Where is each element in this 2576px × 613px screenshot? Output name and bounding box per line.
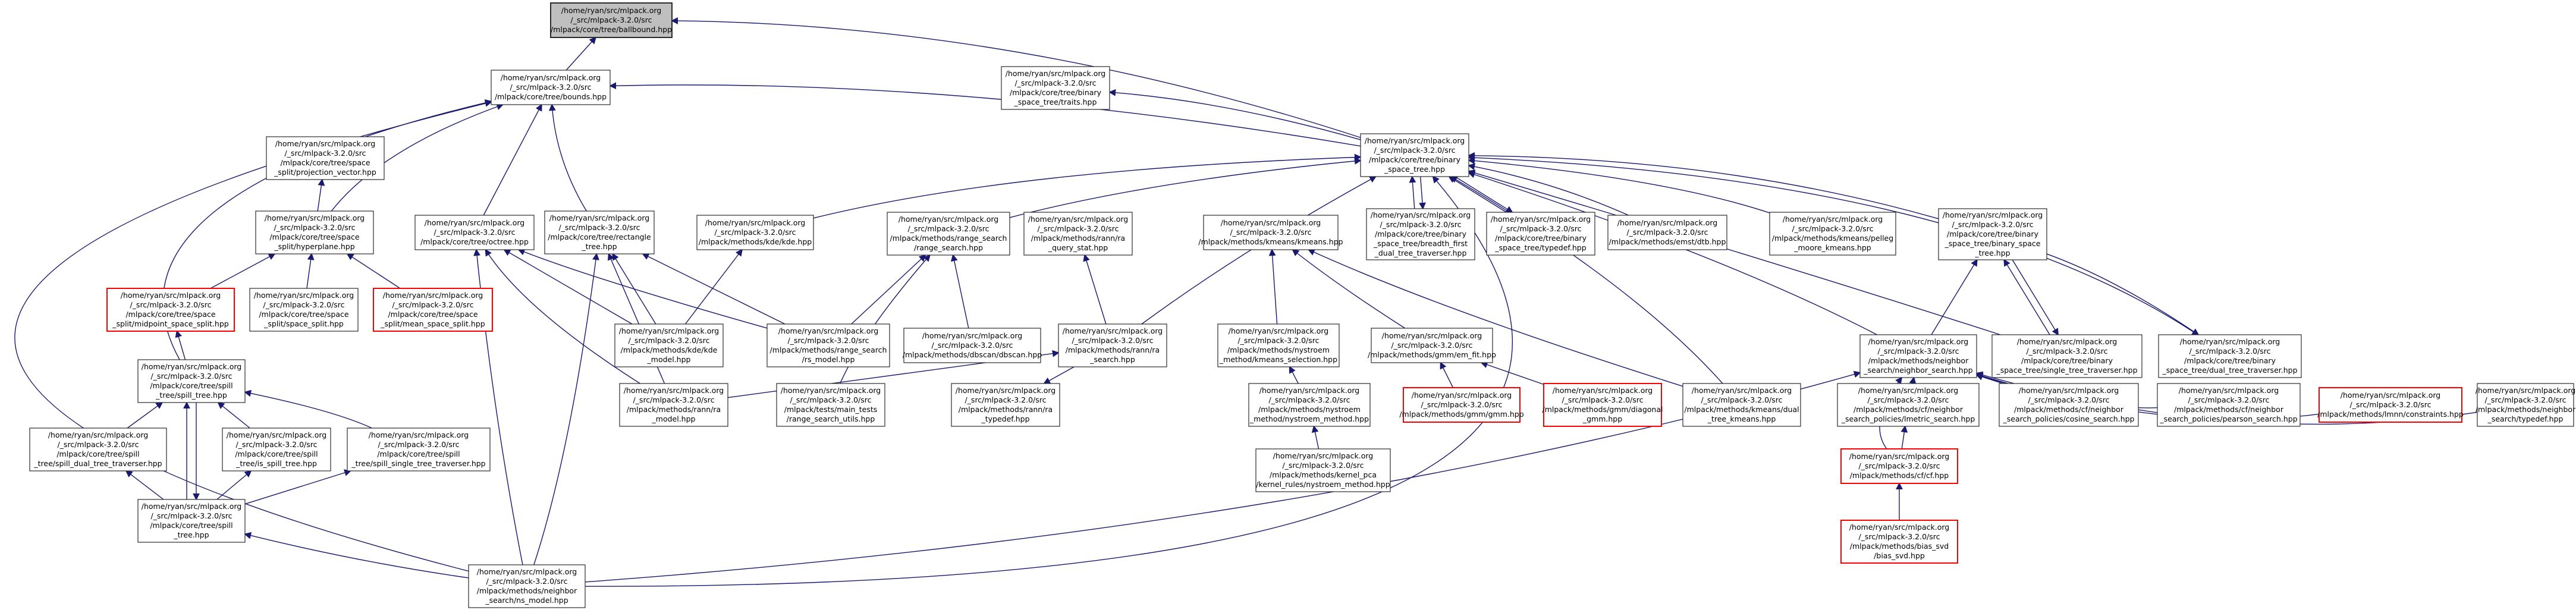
node-label: /home/ryan/src/mlpack.org /_src/mlpack-3.2.0/src /mlpack/methods/neighbor _search/ns_model.hpp — [476, 567, 577, 605]
include-edge-ns_model-to-bounds — [15, 102, 491, 571]
node-label: /home/ryan/src/mlpack.org /_src/mlpack-3.2.0/src /mlpack/core/tree/spill _tree/is_spill_tree.hpp — [226, 430, 327, 468]
node-label: /home/ryan/src/mlpack.org /_src/mlpack-3.2.0/src /mlpack/core/tree/binary _space_tree/single_tree_traverser.hpp — [1996, 337, 2138, 375]
graph-node-ns_typedef[interactable] — [2476, 383, 2576, 426]
graph-node-range_search[interactable] — [887, 212, 1010, 255]
include-edge-ra_search-to-ra_query_stat — [1085, 255, 1106, 324]
node-label: /home/ryan/src/mlpack.org /_src/mlpack-3.2.0/src /mlpack/methods/cf/neighbor _search_policies/cosine_search.hpp — [2003, 386, 2135, 423]
node-label: /home/ryan/src/mlpack.org /_src/mlpack-3.2.0/src /mlpack/tests/main_tests /range_search_utils.hpp — [780, 386, 881, 423]
graph-node-nystroem[interactable] — [1249, 383, 1370, 426]
node-label: /home/ryan/src/mlpack.org /_src/mlpack-3.2.0/src /mlpack/methods/gmm/gmm.hpp — [1399, 391, 1524, 419]
include-edge-gmm-to-em_fit — [1441, 363, 1453, 388]
graph-node-dtt[interactable] — [2159, 335, 2301, 378]
node-label: /home/ryan/src/mlpack.org /_src/mlpack-3.2.0/src /mlpack/methods/gmm/em_fit.hpp — [1368, 331, 1496, 359]
graph-node-kmeans_sel[interactable] — [1218, 324, 1339, 367]
include-edge-spill_outer-to-sdtt — [126, 471, 164, 499]
node-label: /home/ryan/src/mlpack.org /_src/mlpack-3.2.0/src /mlpack/core/tree/binary _space_tree/typedef.hpp — [1490, 215, 1591, 252]
node-label: /home/ryan/src/mlpack.org /_src/mlpack-3.2.0/src /mlpack/methods/nystroem _method/nystroem_method.hpp — [1249, 386, 1369, 423]
node-label: /home/ryan/src/mlpack.org /_src/mlpack-3.2.0/src /mlpack/methods/kde/kde.hpp — [698, 218, 812, 246]
include-edge-midpoint-to-hyperplane — [211, 254, 275, 288]
graph-node-hyperplane[interactable] — [256, 211, 373, 254]
include-edge-bst_inner-to-hub — [1469, 156, 1939, 219]
graph-node-hub[interactable] — [1361, 134, 1469, 177]
include-edge-dgmm-to-em_fit — [1481, 363, 1544, 385]
node-label: /home/ryan/src/mlpack.org /_src/mlpack-3.2.0/src /mlpack/core/tree/space _split/hyperplane.hpp — [264, 213, 365, 251]
graph-node-spill_outer[interactable] — [138, 499, 245, 542]
include-edge-dtk-to-kmeans — [1309, 250, 1683, 386]
graph-node-ra_query_stat[interactable] — [1024, 212, 1132, 255]
node-label: /home/ryan/src/mlpack.org /_src/mlpack-3.2.0/src /mlpack/methods/bias_svd /bias_svd.hpp — [1849, 523, 1950, 560]
graph-node-cf[interactable] — [1841, 449, 1958, 483]
graph-node-constraints[interactable] — [2317, 388, 2464, 422]
node-label: /home/ryan/src/mlpack.org /_src/mlpack-3.2.0/src /mlpack/methods/rann/ra _model.hpp — [623, 386, 724, 423]
node-label: /home/ryan/src/mlpack.org /_src/mlpack-3.2.0/src /mlpack/methods/rann/ra _search.hpp — [1062, 326, 1163, 364]
graph-node-kde_model[interactable] — [615, 324, 723, 367]
include-edge-spill-to-midpoint — [177, 331, 186, 360]
graph-node-lmetric[interactable] — [1837, 383, 1979, 426]
include-edge-sstt-to-spill — [245, 392, 372, 428]
include-edge-ns_model-to-rectangle — [534, 254, 597, 565]
node-label: /home/ryan/src/mlpack.org /_src/mlpack-3.2.0/src /mlpack/methods/lmnn/constraints.hpp — [2317, 391, 2464, 419]
node-label: /home/ryan/src/mlpack.org /_src/mlpack-3.2.0/src /mlpack/methods/kmeans/dual _tree_kmeans.hpp — [1684, 386, 1799, 423]
graph-node-space_split[interactable] — [250, 288, 358, 331]
graph-node-em_fit[interactable] — [1368, 328, 1496, 363]
node-label: /home/ryan/src/mlpack.org /_src/mlpack-3.2.0/src /mlpack/methods/emst/dtb.hpp — [1609, 218, 1726, 246]
node-label: /home/ryan/src/mlpack.org /_src/mlpack-3.2.0/src /mlpack/methods/cf/neighbor _search_policies/pearson_search.hpp — [2160, 386, 2298, 423]
graph-node-ballbound[interactable] — [551, 3, 672, 37]
include-edge-mean-to-hyperplane — [347, 254, 400, 288]
node-label: /home/ryan/src/mlpack.org /_src/mlpack-3.2.0/src /mlpack/core/tree/space _split/space_split.hpp — [253, 291, 354, 328]
graph-node-mean[interactable] — [373, 288, 492, 331]
graph-node-ra_typedef[interactable] — [951, 383, 1060, 426]
node-label: /home/ryan/src/mlpack.org /_src/mlpack-3.2.0/src /mlpack/core/tree/octree.hpp — [420, 218, 529, 246]
include-edge-ra_search-to-hub — [1142, 177, 1376, 324]
include-edge-nsearch-to-bst_inner — [1931, 260, 1977, 335]
graph-node-kpca_nystroem[interactable] — [1256, 449, 1390, 492]
include-edge-hub-to-bounds — [610, 85, 1361, 146]
include-edge-ra_search-to-ra_typedef — [1044, 367, 1074, 383]
node-label: /home/ryan/src/mlpack.org /_src/mlpack-3.2.0/src /mlpack/core/tree/space _split/midpoint_space_split.hpp — [112, 291, 229, 328]
graph-node-octree[interactable] — [415, 215, 534, 250]
node-label: /home/ryan/src/mlpack.org /_src/mlpack-3.2.0/src /mlpack/methods/neighbor _search/typedef.hpp — [2475, 386, 2576, 423]
node-label: /home/ryan/src/mlpack.org /_src/mlpack-3.2.0/src /mlpack/core/tree/space _split/mean_space_split.hpp — [381, 291, 485, 328]
graph-node-spill[interactable] — [138, 360, 245, 403]
include-edge-breadth_first-to-hub — [1412, 177, 1415, 209]
include-edge-nystroem-to-kmeans_sel — [1290, 367, 1299, 383]
graph-node-bounds[interactable] — [491, 70, 610, 105]
include-edge-ns_model-to-spill_outer — [245, 534, 469, 578]
include-edge-kmeans_sel-to-kmeans — [1272, 250, 1277, 324]
node-label: /home/ryan/src/mlpack.org /_src/mlpack-3.2.0/src /mlpack/core/tree/binary _space_tree/dual_tree_traverser.hpp — [2162, 337, 2298, 375]
include-edge-kde-to-hub — [813, 157, 1361, 218]
graph-node-gmm[interactable] — [1399, 388, 1523, 422]
graph-node-sdtt[interactable] — [30, 428, 167, 471]
include-edge-bst_inner-to-dtt — [2047, 254, 2198, 335]
node-label: /home/ryan/src/mlpack.org /_src/mlpack-3.2.0/src /mlpack/methods/kmeans/kmeans.hpp — [1198, 218, 1343, 246]
nodes-layer — [30, 3, 2576, 608]
graph-node-kde[interactable] — [697, 215, 813, 250]
graph-node-proj_vector[interactable] — [266, 137, 384, 180]
include-edge-cf-to-lmetric — [1902, 426, 1905, 449]
node-label: /home/ryan/src/mlpack.org /_src/mlpack-3.2.0/src /mlpack/core/tree/binary _space_tree/binary_space _tree.hpp — [1942, 210, 2043, 257]
node-label: /home/ryan/src/mlpack.org /_src/mlpack-3.2.0/src /mlpack/methods/kmeans/pelleg _moore_kmeans.hpp — [1771, 215, 1894, 252]
graph-node-stt[interactable] — [1992, 335, 2142, 378]
node-label: /home/ryan/src/mlpack.org /_src/mlpack-3.2.0/src /mlpack/methods/range_search /range_search.hpp — [890, 215, 1007, 252]
graph-node-sstt[interactable] — [347, 428, 490, 471]
include-edge-em_fit-to-kmeans — [1293, 250, 1405, 328]
include-edge-is_spill-to-spill — [218, 403, 250, 428]
node-label: /home/ryan/src/mlpack.org /_src/mlpack-3.2.0/src /mlpack/core/tree/spill _tree/spill_dual_tree_traverser.hpp — [34, 430, 162, 468]
node-label: /home/ryan/src/mlpack.org /_src/mlpack-3.2.0/src /mlpack/methods/rann/ra _query_stat.hpp — [1028, 215, 1129, 252]
include-edge-bounds-to-ballbound — [566, 37, 596, 70]
graph-node-ra_search[interactable] — [1058, 324, 1167, 367]
include-edge-rs_model-to-octree — [519, 250, 767, 328]
node-label: /home/ryan/src/mlpack.org /_src/mlpack-3.2.0/src /mlpack/core/tree/rectangle _tree.hpp — [548, 213, 651, 251]
include-edge-hub-to-bst_traits — [1110, 92, 1361, 140]
include-edge-dbscan-to-range_search — [953, 255, 969, 328]
include-edge-bst_inner-to-stt — [2012, 260, 2058, 335]
include-edge-hyperplane-to-proj_vector — [318, 180, 322, 211]
include-edge-lmetric-to-nsearch — [1912, 378, 1914, 383]
include-edge-dtb-to-hub — [1469, 165, 1629, 215]
graph-node-is_spill[interactable] — [222, 428, 331, 471]
include-edge-spill_outer-to-is_spill — [217, 471, 251, 499]
graph-node-bst_traits[interactable] — [1001, 67, 1110, 109]
node-label: /home/ryan/src/mlpack.org /_src/mlpack-3.2.0/src /mlpack/core/tree/spill _tree/spill_single_tree_traverser.hpp — [351, 430, 486, 468]
node-label: /home/ryan/src/mlpack.org /_src/mlpack-3.2.0/src /mlpack/methods/gmm/diagonal _gmm.hpp — [1542, 386, 1663, 423]
include-edge-spill_outer-to-sstt — [245, 471, 350, 504]
include-edge-range_search-to-hub — [1010, 161, 1361, 218]
node-label: /home/ryan/src/mlpack.org /_src/mlpack-3.2.0/src /mlpack/core/tree/binary _space_tree/traits.hpp — [1005, 69, 1106, 106]
graph-node-dtb[interactable] — [1608, 215, 1727, 250]
graph-node-ra_model[interactable] — [620, 383, 728, 426]
graph-node-rectangle[interactable] — [545, 211, 654, 254]
node-label: /home/ryan/src/mlpack.org /_src/mlpack-3.2.0/src /mlpack/core/tree/spill _tree/spill_tree.hpp — [141, 362, 242, 400]
include-edge-rectangle-to-bounds — [552, 105, 586, 211]
include-edge-hub-to-breadth_first — [1421, 177, 1423, 209]
node-label: /home/ryan/src/mlpack.org /_src/mlpack-3.2.0/src /mlpack/methods/kde/kde _model.hpp — [618, 326, 720, 364]
graph-node-midpoint[interactable] — [107, 288, 234, 331]
graph-node-ns_model[interactable] — [469, 565, 585, 608]
node-label: /home/ryan/src/mlpack.org /_src/mlpack-3.2.0/src /mlpack/methods/dbscan/dbscan.hpp — [902, 331, 1042, 359]
node-label: /home/ryan/src/mlpack.org /_src/mlpack-3.2.0/src /mlpack/methods/neighbor _search/neighbor_search.hpp — [1864, 337, 1973, 375]
node-label: /home/ryan/src/mlpack.org /_src/mlpack-3.2.0/src /mlpack/methods/cf/cf.hpp — [1849, 452, 1950, 480]
graph-node-bst_inner[interactable] — [1939, 209, 2047, 260]
graph-node-rs_model[interactable] — [767, 324, 890, 367]
graph-node-bias_svd[interactable] — [1841, 520, 1958, 563]
graph-node-dbscan[interactable] — [903, 328, 1042, 363]
include-edge-space_split-to-hyperplane — [307, 254, 312, 288]
include-edge-stt-to-bst_inner — [2004, 260, 2050, 335]
include-edge-sdtt-to-spill — [127, 403, 162, 428]
include-edge-pelleg-to-hub — [1469, 160, 1770, 213]
node-label: /home/ryan/src/mlpack.org /_src/mlpack-3.2.0/src /mlpack/methods/range_search /rs_model.hpp — [769, 326, 887, 364]
include-edge-rs_model-to-range_search — [852, 255, 926, 324]
graph-node-dgmm[interactable] — [1543, 383, 1663, 426]
graph-node-pelleg[interactable] — [1770, 212, 1896, 255]
graph-node-cosine[interactable] — [1999, 383, 2138, 426]
include-edge-kpca_nystroem-to-nystroem — [1314, 426, 1319, 449]
graph-node-kmeans[interactable] — [1198, 215, 1343, 250]
node-label: /home/ryan/src/mlpack.org /_src/mlpack-3.2.0/src /mlpack/core/tree/space _split/projection_vector.hpp — [274, 139, 376, 177]
node-label: /home/ryan/src/mlpack.org /_src/mlpack-3.2.0/src /mlpack/core/tree/binary _space_tree.hpp — [1364, 136, 1465, 174]
node-label: /home/ryan/src/mlpack.org /_src/mlpack-3.2.0/src /mlpack/core/tree/binary _space_tree/breadth_first _dual_tree_traverser.hpp — [1370, 210, 1471, 257]
node-label: /home/ryan/src/mlpack.org /_src/mlpack-3.2.0/src /mlpack/core/tree/bounds.hpp — [494, 73, 607, 101]
graph-node-pearson[interactable] — [2157, 383, 2300, 426]
node-label: /home/ryan/src/mlpack.org /_src/mlpack-3.2.0/src /mlpack/methods/kernel_pca /kernel_rules/nystroem_method.hpp — [1256, 451, 1390, 489]
graph-node-bst_typedef[interactable] — [1487, 212, 1595, 255]
node-label: /home/ryan/src/mlpack.org /_src/mlpack-3.2.0/src /mlpack/methods/cf/neighbor _search_policies/lmetric_search.hpp — [1841, 386, 1975, 423]
node-label: /home/ryan/src/mlpack.org /_src/mlpack-3.2.0/src /mlpack/core/tree/ballbound.hpp — [550, 6, 673, 34]
graph-node-nsearch[interactable] — [1860, 335, 1977, 378]
graph-node-rs_utils[interactable] — [777, 383, 885, 426]
graph-node-dtk[interactable] — [1683, 383, 1801, 426]
include-edge-kde_model-to-octree — [504, 250, 632, 324]
node-label: /home/ryan/src/mlpack.org /_src/mlpack-3.2.0/src /mlpack/core/tree/spill _tree.hpp — [141, 502, 242, 539]
include-edge-rs_model-to-rectangle — [643, 254, 785, 324]
include-edge-octree-to-bounds — [483, 105, 542, 215]
graph-node-breadth_first[interactable] — [1366, 209, 1475, 260]
node-label: /home/ryan/src/mlpack.org /_src/mlpack-3.2.0/src /mlpack/methods/rann/ra _typedef.hpp — [955, 386, 1056, 423]
node-label: /home/ryan/src/mlpack.org /_src/mlpack-3.2.0/src /mlpack/methods/nystroem _method/kmeans_selection.hpp — [1219, 326, 1338, 364]
